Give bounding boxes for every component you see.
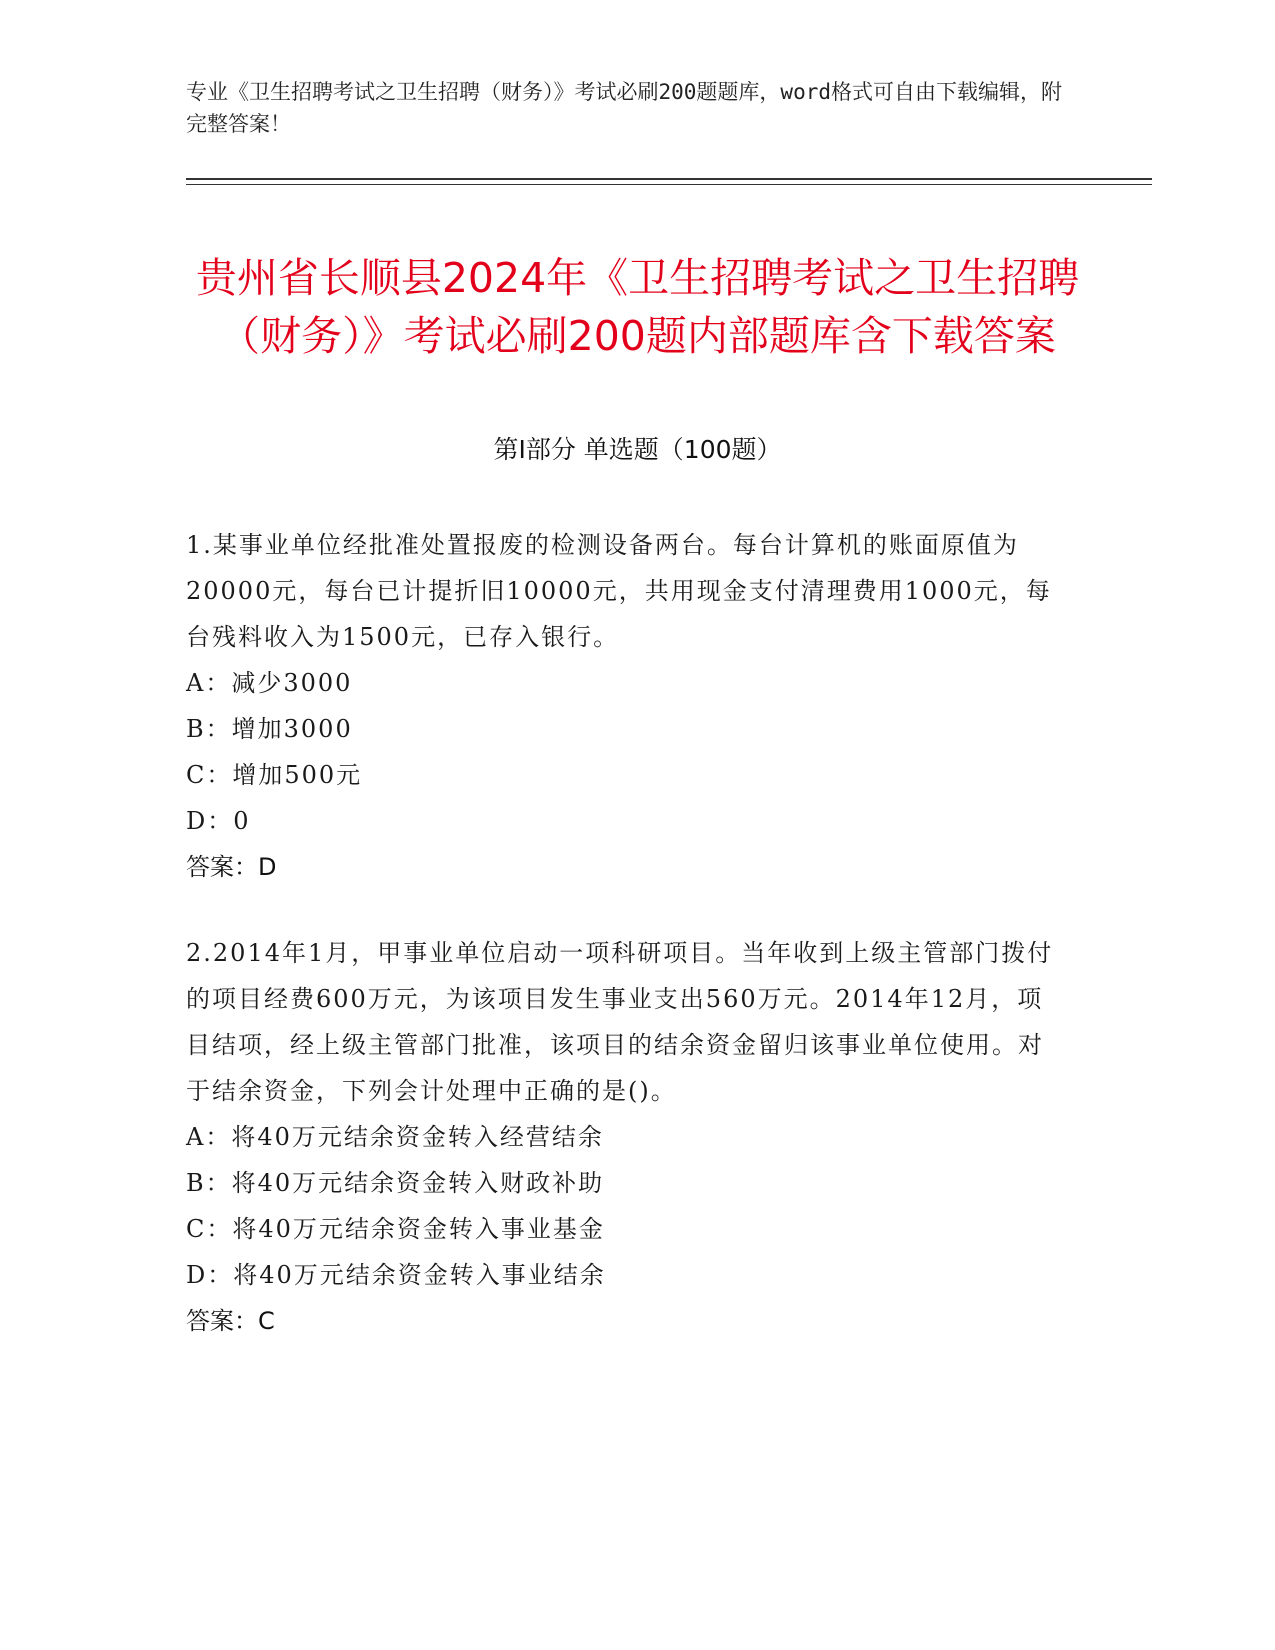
question-stem: 1.某事业单位经批准处置报废的检测设备两台。每台计算机的账面原值为20000元，每台已计提折旧10000元，共用现金支付清理费用1000元，每台残料收入为1500元，已存入银行。	[186, 531, 1052, 651]
option-d: D：将40万元结余资金转入事业结余	[186, 1261, 606, 1289]
option-b: B：增加3000	[186, 715, 353, 743]
option-d: D：0	[186, 807, 251, 835]
question-stem: 2.2014年1月，甲事业单位启动一项科研项目。当年收到上级主管部门拨付的项目经费600万元，为该项目发生事业支出560万元。2014年12月，项目结项，经上级主管部门批准，该项目的结余资金留归该事业单位使用。对于结余资金，下列会计处理中正确的是()。	[186, 939, 1054, 1105]
question-1	[186, 522, 1066, 890]
header-divider-thin	[186, 184, 1152, 185]
question-2	[186, 930, 1066, 1344]
option-c: C：将40万元结余资金转入事业基金	[186, 1215, 605, 1243]
option-b: B：将40万元结余资金转入财政补助	[186, 1169, 605, 1197]
section-title: 第Ⅰ部分 单选题（100题）	[493, 435, 782, 464]
header-note: 专业《卫生招聘考试之卫生招聘（财务）》考试必刷200题题库，word格式可自由下载编辑，附完整答案！	[186, 80, 1062, 136]
option-a: A：将40万元结余资金转入经营结余	[186, 1123, 604, 1151]
header-divider-thick	[186, 178, 1152, 180]
answer-line: 答案：C	[186, 1307, 275, 1335]
answer-line: 答案：D	[186, 853, 277, 881]
option-c: C：增加500元	[186, 761, 363, 789]
document-title: 贵州省长顺县2024年《卫生招聘考试之卫生招聘（财务）》考试必刷200题内部题库含下载答案	[195, 254, 1080, 361]
option-a: A：减少3000	[186, 669, 353, 697]
